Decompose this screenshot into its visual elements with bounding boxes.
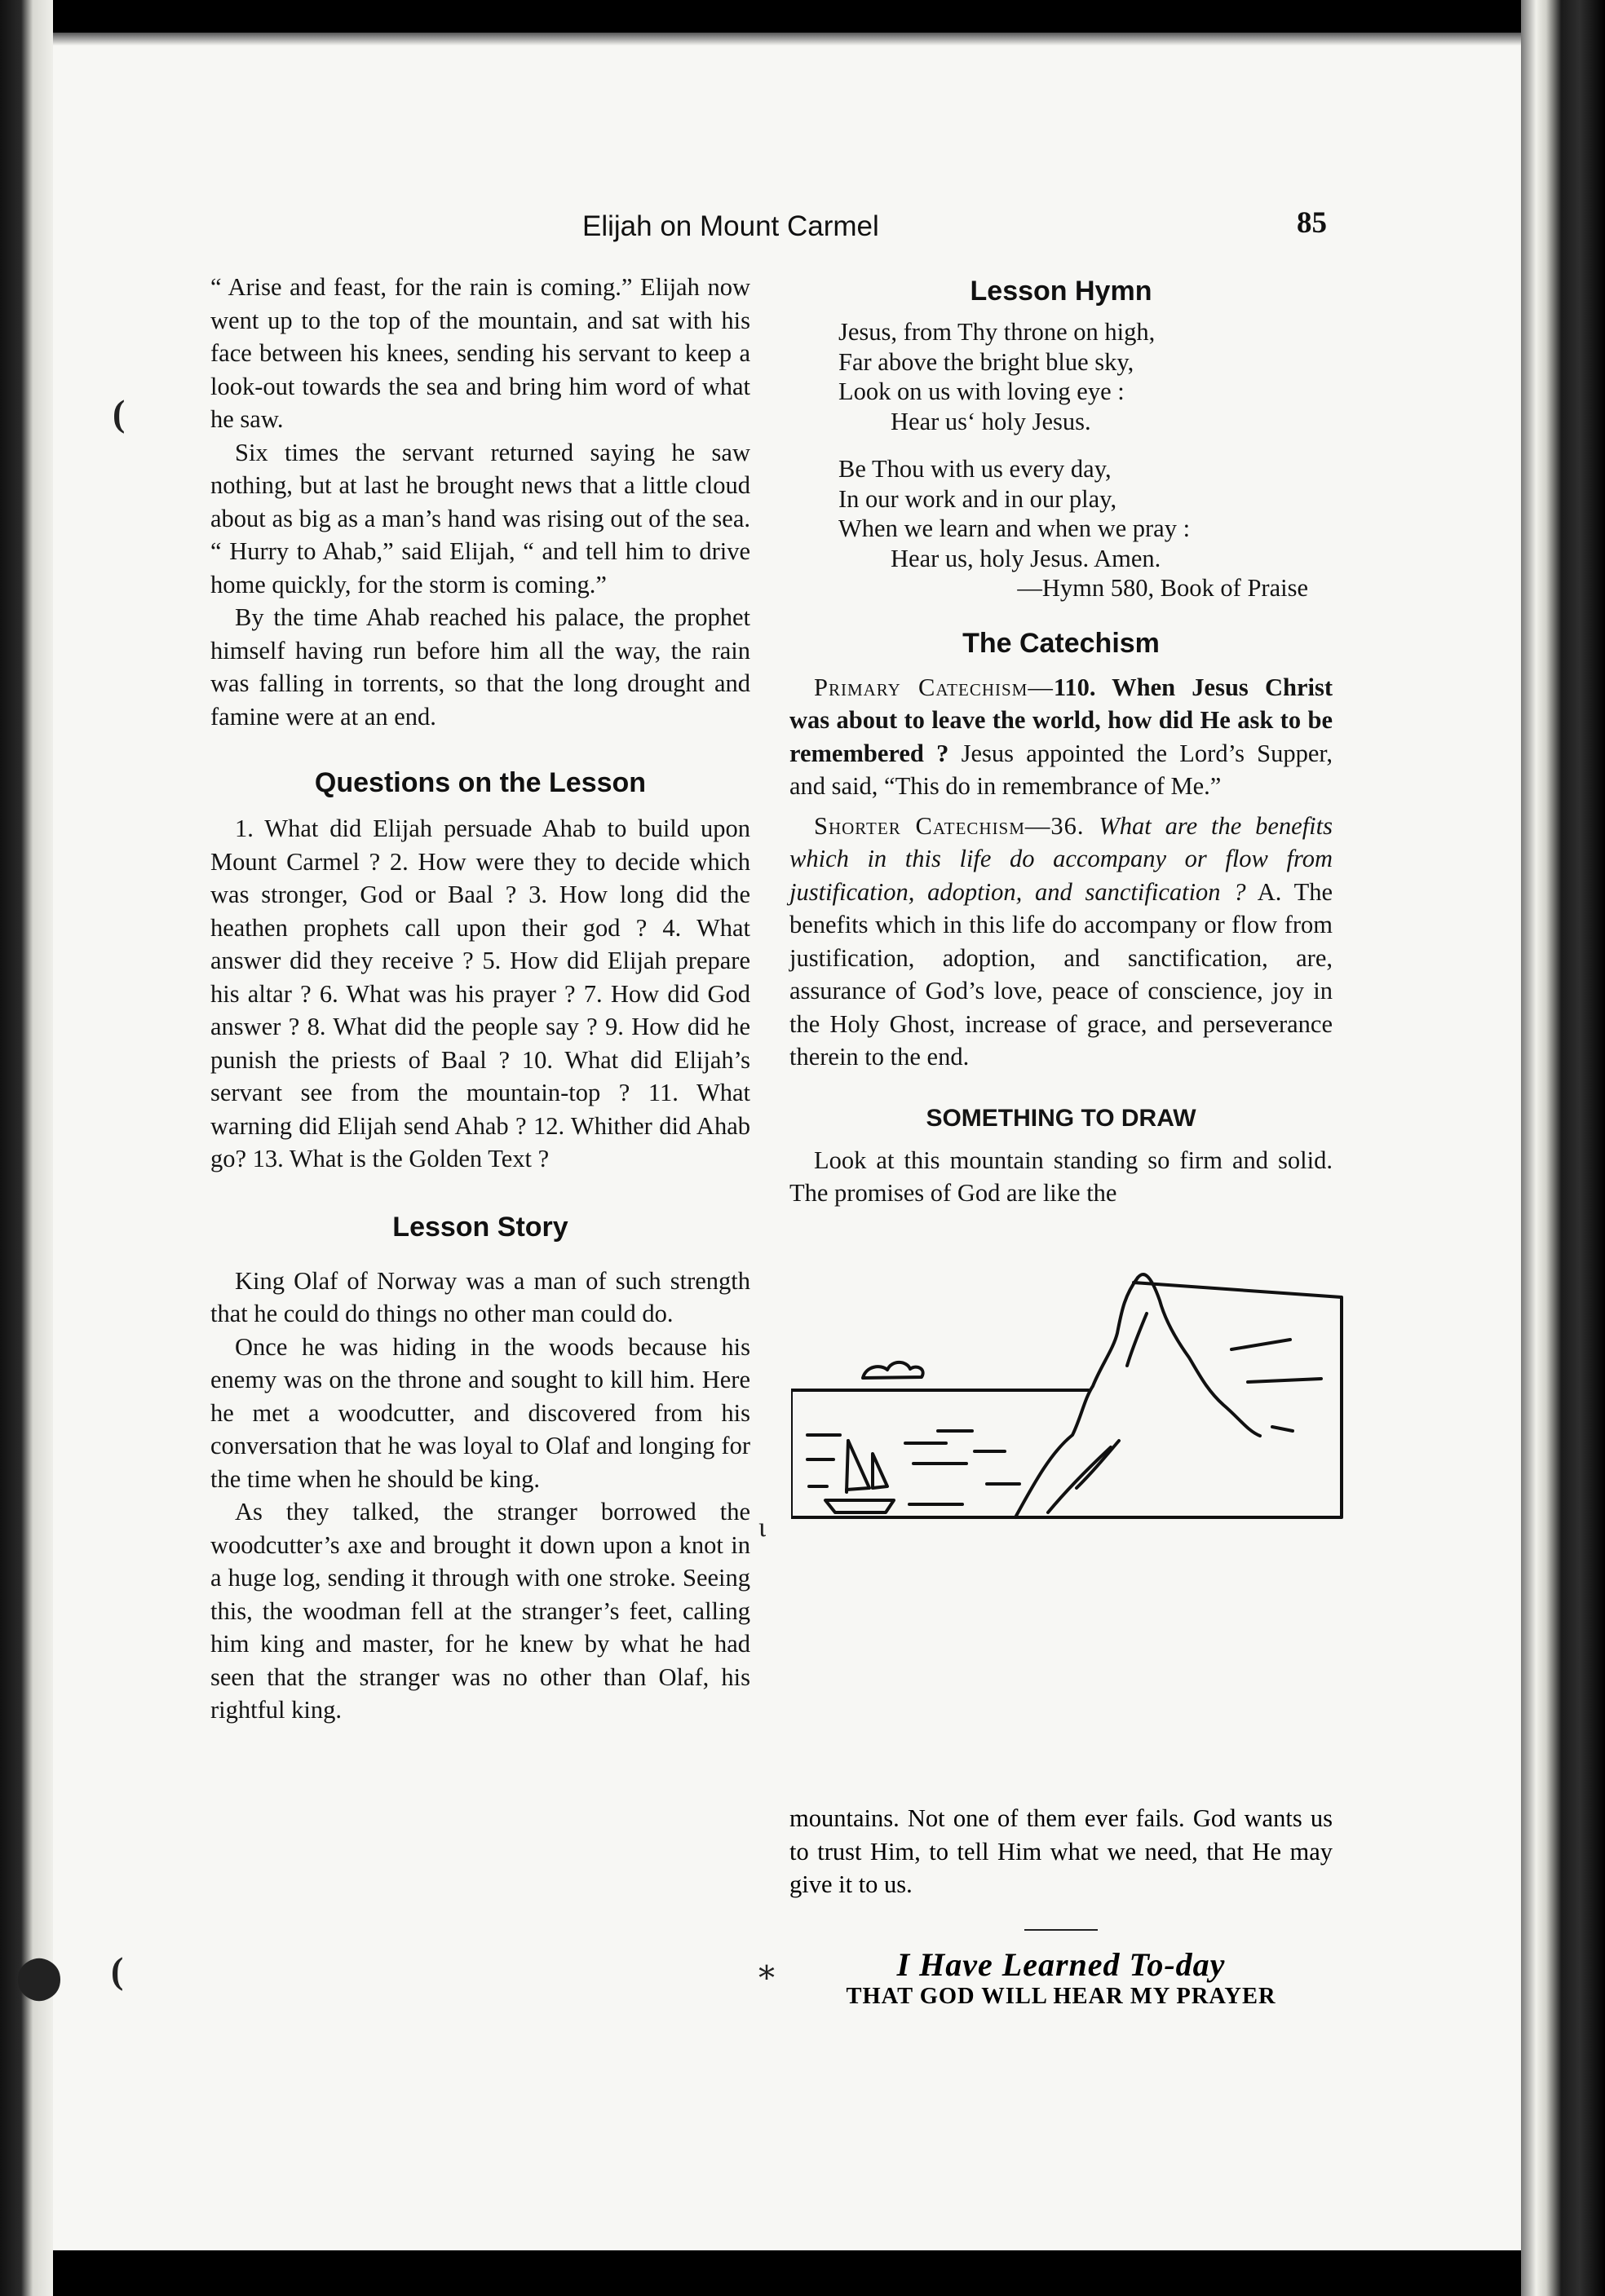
shorter-catechism-question: What are the benefits which in this life do accompany or flow from justification, adoption, and sanctification ?	[789, 811, 1333, 906]
hymn-source: —Hymn 580, Book of Praise	[1017, 574, 1308, 602]
primary-catechism-question: 110. When Jesus Christ was about to leave the world, how did He ask to be remembered ?	[789, 673, 1333, 767]
hymn-line: Hear us, holy Jesus. Amen.	[891, 544, 1161, 572]
lesson-story-paragraph: Once he was hiding in the woods because his enemy was on the throne and sought to kill him. Here he met a woodcutter, and discovered from his conversation that he was loyal to Olaf and longing for the time when he should be king.	[210, 1332, 750, 1493]
shorter-catechism-label: Shorter Catechism—36.	[814, 811, 1099, 840]
sky-stroke	[1272, 1427, 1293, 1431]
primary-catechism-answer: Jesus appointed the Lord’s Supper, and said, “This do in remembrance of Me.”	[789, 739, 1333, 800]
binding-hole-mark: (	[111, 1949, 124, 1991]
cloud	[863, 1362, 923, 1378]
shorter-catechism	[789, 810, 1333, 1074]
boat-mast	[847, 1441, 848, 1492]
mountain-shading	[1048, 1447, 1111, 1512]
questions-text: 1. What did Elijah persuade Ahab to build upon Mount Carmel ? 2. How were they to decide which was stronger, God or Baal ? 3. How long did the heathen prophets call upon their god ? 4. What answer did they receive ? 5. How did Elijah prepare his altar ? 6. What was his prayer ? 7. How did God answer ? 8. What did the people say ? 9. How did he punish the priests of Baal ? 10. What did Elijah’s servant see from the mountain-top ? 11. What warning did Elijah send Ahab ? 12. Whither did Ahab go? 13. What is the Golden Text ?	[210, 815, 750, 1172]
mountain-drawing	[791, 1268, 1346, 1533]
something-to-draw-heading: SOMETHING TO DRAW	[926, 1104, 1196, 1132]
hymn-verse-1	[789, 317, 1333, 436]
hymn-heading: Lesson Hymn	[970, 276, 1152, 307]
divider-rule	[1024, 1929, 1098, 1931]
hymn-verse-2	[789, 454, 1333, 573]
lesson-story-paragraph: King Olaf of Norway was a man of such strength that he could do things no other man could do.	[210, 1266, 750, 1327]
draw-closing-block	[789, 1802, 1333, 2010]
story-paragraph: “ Arise and feast, for the rain is coming.” Elijah now went up to the top of the mountain, and sat with his face between his knees, sending his servant to keep a look-out towards the sea and bring him word of what he saw.	[210, 273, 750, 433]
shorter-catechism-answer: A. The benefits which in this life do accompany or flow from justification, adoption, and sanctification, are, assurance of God’s love, peace of conscience, joy in the Holy Ghost, increase of grace, and perseverance therein to the end.	[789, 877, 1333, 1071]
left-column	[210, 271, 750, 1727]
gutter-mark: ι	[758, 1512, 767, 1543]
hymn-line: In our work and in our play,	[838, 484, 1117, 513]
scan-left-edge	[0, 0, 53, 2296]
learned-today-prayer: THAT GOD WILL HEAR MY PRAYER	[846, 1983, 1276, 2009]
hymn-line: Look on us with loving eye :	[838, 378, 1125, 405]
boat-sail	[873, 1454, 887, 1488]
boat-hull	[825, 1500, 894, 1512]
draw-outro: mountains. Not one of them ever fails. God wants us to trust Him, to tell Him what we need, that He may give it to us.	[789, 1804, 1333, 1898]
draw-intro: Look at this mountain standing so firm and solid. The promises of God are like the	[789, 1146, 1333, 1207]
hymn-line: Hear us‘ holy Jesus.	[891, 407, 1091, 435]
primary-catechism-label: Primary Catechism—	[814, 673, 1054, 701]
running-title: Elijah on Mount Carmel	[582, 210, 879, 242]
hymn-line: When we learn and when we pray :	[838, 514, 1191, 542]
lesson-story-heading: Lesson Story	[392, 1211, 568, 1243]
lesson-story-paragraph: As they talked, the stranger borrowed the woodcutter’s axe and brought it down upon a knot in a huge log, sending it through with one stroke. Seeing this, the woodman fell at the stranger’s feet, calling him king and master, for he knew by what he had seen that the stranger was no other than Olaf, his rightful king.	[210, 1498, 750, 1724]
catechism-heading: The Catechism	[962, 627, 1160, 659]
scan-top-shadow	[53, 33, 1521, 46]
mountain-shading	[1127, 1314, 1147, 1366]
hymn-line: Be Thou with us every day,	[838, 455, 1112, 483]
gutter-mark: ⁎	[758, 1949, 775, 1986]
mountain-shading	[1077, 1441, 1119, 1488]
learned-today-title: I Have Learned To-day	[896, 1945, 1226, 1983]
primary-catechism	[789, 671, 1333, 803]
scan-right-edge	[1521, 0, 1605, 2296]
page-number: 85	[1297, 206, 1327, 240]
sky-stroke	[1231, 1340, 1290, 1349]
hymn-line: Jesus, from Thy throne on high,	[838, 318, 1156, 346]
binding-hole-mark: ⬤	[16, 1954, 62, 1999]
right-column	[789, 276, 1333, 1210]
story-paragraph: By the time Ahab reached his palace, the prophet himself having run before him all the way, the rain was falling in torrents, so that the long drought and famine were at an end.	[210, 603, 750, 731]
story-paragraph: Six times the servant returned saying he saw nothing, but at last he brought news that a little cloud about as big as a man’s hand was rising out of the sea. “ Hurry to Ahab,” said Elijah, “ and tell him to drive home quickly, for the storm is coming.”	[210, 438, 750, 598]
mountain-outline	[1015, 1274, 1260, 1517]
hymn-line: Far above the bright blue sky,	[838, 347, 1134, 376]
sky-stroke	[1248, 1379, 1321, 1382]
binding-hole-mark: (	[113, 392, 126, 434]
boat-sail	[847, 1441, 869, 1490]
questions-heading: Questions on the Lesson	[314, 767, 647, 798]
